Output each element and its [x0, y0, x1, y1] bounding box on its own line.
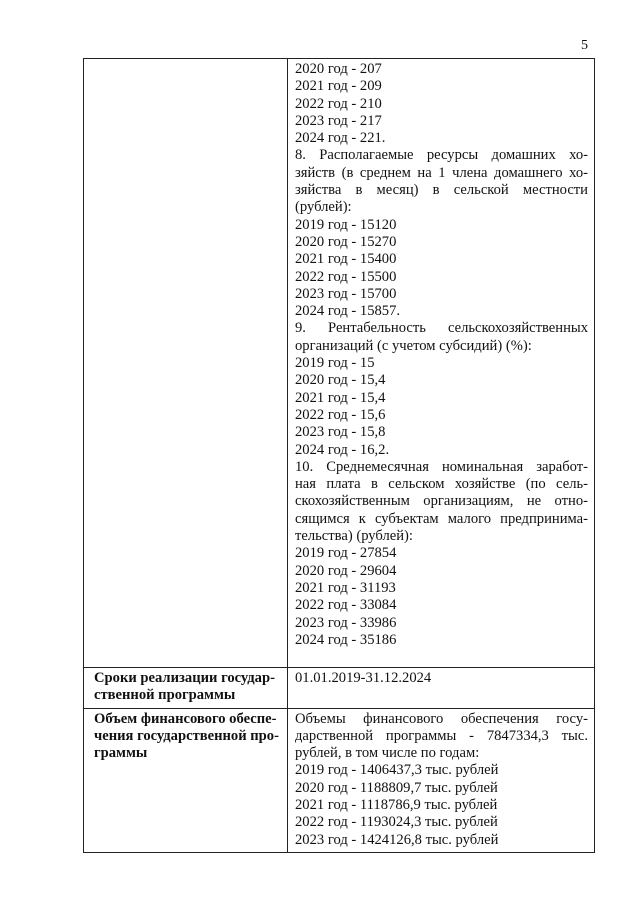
value-line: 2022 год - 15,6 [295, 406, 386, 423]
value-line: 2024 год - 221. [295, 130, 386, 147]
indicator-10-text: сящимся к субъектам малого предпринима- [295, 510, 588, 527]
funding-volume-cell [288, 708, 595, 852]
row-label [84, 59, 287, 667]
value-line: 2020 год - 29604 [295, 562, 397, 579]
value-line: 2019 год - 15120 [295, 216, 397, 233]
value-line: 2024 год - 15857. [295, 303, 401, 320]
table-row [84, 59, 595, 668]
value-line: 2023 год - 15,8 [295, 424, 386, 441]
indicator-9-text: организаций (с учетом субсидий) (%): [295, 337, 532, 354]
indicators-content [288, 59, 594, 652]
value-line: 2021 год - 15,4 [295, 389, 386, 406]
label-line: Объем финансового обеспе- [94, 710, 277, 727]
funding-intro-text: Объемы финансового обеспечения госу- [295, 710, 588, 727]
funding-year-value: 2023 год - 1424126,8 тыс. рублей [295, 831, 499, 848]
funding-volume-content [288, 709, 594, 852]
value-line: 2020 год - 207 [295, 61, 382, 77]
value-line: 2019 год - 15 [295, 355, 375, 372]
label-line: граммы [94, 745, 148, 762]
indicator-10-text: скохозяйственным организациям, не отно- [295, 493, 588, 510]
value-line: 2022 год - 15500 [295, 268, 397, 285]
page-number: 5 [581, 38, 588, 53]
label-line: чения государственной про- [94, 727, 279, 744]
value-line: 2023 год - 15700 [295, 285, 397, 302]
value-line: 2024 год - 35186 [295, 631, 397, 648]
label-line: Сроки реализации государ- [94, 670, 275, 686]
implementation-period-cell [288, 668, 595, 709]
indicator-8-text: (рублей): [295, 199, 352, 216]
value-line: 2021 год - 15400 [295, 251, 397, 268]
indicator-8-text: 8. Располагаемые ресурсы домашних хо- [295, 147, 588, 164]
value-line: 2023 год - 217 [295, 112, 382, 129]
table-row [84, 668, 595, 709]
program-passport-table [83, 58, 595, 853]
value-line: 2022 год - 210 [295, 95, 382, 112]
indicator-10-text: ная плата в сельском хозяйстве (по сель- [295, 476, 588, 493]
indicators-cell [288, 59, 595, 668]
value-line: 2021 год - 31193 [295, 579, 396, 596]
row-label-cell [84, 708, 288, 852]
indicator-10-text: 10. Среднемесячная номинальная заработ- [295, 458, 588, 475]
value-line: 2024 год - 16,2. [295, 441, 390, 458]
funding-intro-text: рублей, в том числе по годам: [295, 745, 480, 762]
row-label-cell [84, 59, 288, 668]
funding-year-value: 2020 год - 1188809,7 тыс. рублей [295, 779, 498, 796]
implementation-period-value: 01.01.2019-31.12.2024 [295, 670, 432, 686]
value-line: 2021 год - 209 [295, 78, 382, 95]
value-line: 2023 год - 33986 [295, 614, 397, 631]
funding-volume-label [84, 709, 287, 766]
value-line: 2022 год - 33084 [295, 597, 397, 614]
indicator-10-text: тельства) (рублей): [295, 528, 413, 545]
row-label-cell [84, 668, 288, 709]
table-row [84, 708, 595, 852]
funding-year-value: 2022 год - 1193024,3 тыс. рублей [295, 814, 498, 831]
implementation-period-content [288, 668, 594, 690]
value-line: 2020 год - 15,4 [295, 372, 386, 389]
indicator-8-text: зяйства в месяц) в сельской местности [295, 182, 588, 199]
funding-year-value: 2019 год - 1406437,3 тыс. рублей [295, 762, 499, 779]
value-line: 2019 год - 27854 [295, 545, 397, 562]
funding-year-value: 2021 год - 1118786,9 тыс. рублей [295, 797, 498, 814]
indicator-9-text: 9. Рентабельность сельскохозяйственных [295, 320, 588, 337]
funding-intro-text: дарственной программы - 7847334,3 тыс. [295, 727, 588, 744]
label-line: ственной программы [94, 687, 236, 704]
implementation-period-label [84, 668, 287, 708]
value-line: 2020 год - 15270 [295, 233, 397, 250]
indicator-8-text: зяйств (в среднем на 1 члена домашнего хо- [295, 164, 588, 181]
